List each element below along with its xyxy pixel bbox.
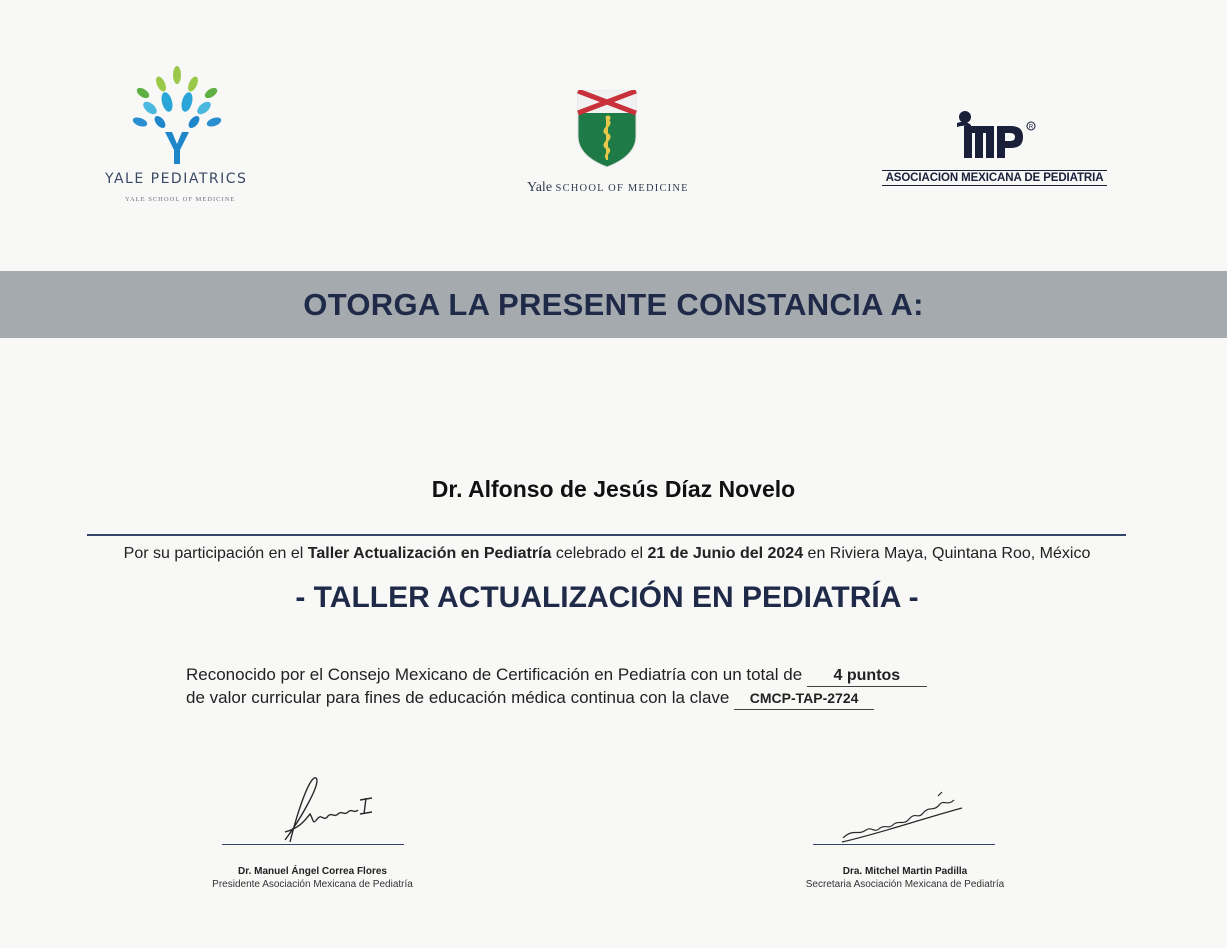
recipient-name: Dr. Alfonso de Jesús Díaz Novelo bbox=[431, 476, 796, 502]
signer-2-name: Dra. Mitchel Martin Padilla bbox=[842, 866, 968, 877]
desc-prefix: Por su participación en el bbox=[123, 545, 308, 562]
yale-medicine-shield bbox=[577, 90, 637, 168]
signature-1-mark bbox=[240, 770, 390, 850]
participation-description bbox=[0, 545, 1214, 563]
signature-2-image bbox=[838, 790, 968, 845]
yale-pediatrics-subtitle: YALE SCHOOL OF MEDICINE bbox=[125, 196, 236, 203]
yale-word: Yale bbox=[527, 180, 553, 195]
title-band bbox=[0, 271, 1227, 338]
school-of-medicine: SCHOOL OF MEDICINE bbox=[555, 183, 689, 194]
signature-1-image bbox=[240, 770, 390, 850]
signature-2-mark bbox=[838, 790, 968, 845]
key-value: CMCP-TAP-2724 bbox=[734, 688, 874, 710]
recognition-line-1-text: Reconocido por el Consejo Mexicano de Certificación en Pediatría con un total de bbox=[186, 665, 807, 684]
amp-emblem-icon bbox=[955, 108, 1039, 160]
recognition-text bbox=[186, 664, 927, 710]
recognition-line-2 bbox=[186, 687, 927, 710]
desc-middle: celebrado el bbox=[551, 545, 648, 562]
event-title: - TALLER ACTUALIZACIÓN EN PEDIATRÍA - bbox=[295, 581, 919, 614]
amp-logo bbox=[955, 108, 1039, 160]
tree-icon bbox=[120, 62, 235, 167]
points-value: 4 puntos bbox=[807, 665, 927, 687]
desc-date: 21 de Junio del 2024 bbox=[647, 545, 804, 562]
recipient-underline bbox=[87, 534, 1126, 536]
yale-pediatrics-logo bbox=[120, 62, 235, 167]
signer-1-role: Presidente Asociación Mexicana de Pediatría bbox=[212, 879, 413, 890]
signature-1 bbox=[190, 866, 435, 890]
yale-pediatrics-name: YALE PEDIATRICS bbox=[105, 171, 248, 187]
signature-2 bbox=[780, 866, 1030, 890]
amp-name: ASOCIACION MEXICANA DE PEDIATRIA bbox=[882, 170, 1107, 186]
desc-course: Taller Actualización en Pediatría bbox=[307, 545, 552, 562]
recognition-line-1 bbox=[186, 664, 927, 687]
svg-text:R: R bbox=[1028, 124, 1034, 131]
signer-2-role: Secretaria Asociación Mexicana de Pediatría bbox=[805, 879, 1005, 890]
band-title: OTORGA LA PRESENTE CONSTANCIA A: bbox=[303, 286, 924, 322]
signer-1-name: Dr. Manuel Ángel Correa Flores bbox=[238, 866, 387, 877]
signature-1-line bbox=[222, 844, 404, 845]
recognition-line-2-text: de valor curricular para fines de educación médica continua con la clave bbox=[186, 688, 735, 707]
shield-icon bbox=[577, 90, 637, 168]
signature-2-line bbox=[813, 844, 995, 845]
desc-suffix: en Riviera Maya, Quintana Roo, México bbox=[803, 545, 1091, 562]
yale-medicine-name bbox=[527, 180, 689, 196]
